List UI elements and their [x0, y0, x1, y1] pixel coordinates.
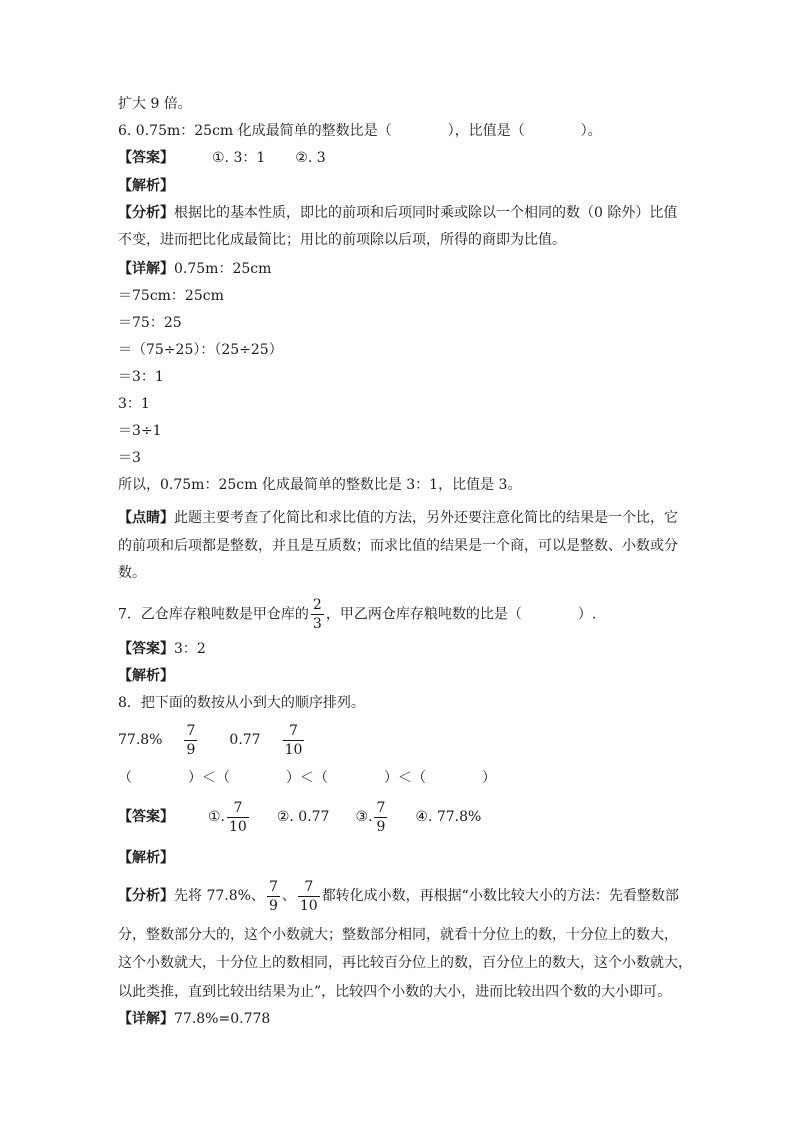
fraction-numerator: 7 [304, 878, 314, 895]
tip-line [118, 508, 678, 528]
tip-text: 的前项和后项都是整数，并且是互质数；而求比值的结果是一个商，可以是整数、小数或分 [118, 538, 678, 554]
tip-tag: 【点睛】 [118, 510, 174, 526]
analysis-text: 都转化成小数，再根据“小数比较大小的方法：先看整数部 [321, 888, 679, 904]
analysis-line [118, 203, 677, 223]
tip-text: 此题主要考查了化简比和求比值的方法，另外还要注意化简比的结果是一个比，它 [174, 510, 678, 526]
analysis-text: 以此类推，直到比较出结果为止”，比较四个小数的大小，进而比较出四个数的大小即可。 [118, 984, 672, 1000]
detail-step: ＝75：25 [118, 315, 182, 331]
question-text: ，甲乙两仓库存粮吨数的比是（ ）. [325, 606, 597, 623]
answer-value: ②. 0.77 [276, 809, 330, 825]
detail-tag: 【详解】 [118, 1011, 174, 1027]
number-item: 77.8% [118, 732, 163, 748]
answer-line [118, 639, 206, 659]
detail-conclusion: 所以，0.75m：25cm 化成最简单的整数比是 3：1，比值是 3。 [118, 477, 522, 493]
text-line: 扩大 9 倍。 [118, 96, 192, 112]
analysis-text: 先将 77.8%、 [174, 888, 265, 904]
answer-value: 3：2 [174, 641, 206, 657]
fraction [267, 878, 280, 915]
fraction-denominator: 9 [376, 818, 386, 835]
detail-tag: 【详解】 [118, 261, 174, 277]
detail-step: 3：1 [118, 396, 150, 412]
tip-text: 数。 [118, 565, 146, 581]
question-6: 6. 0.75m：25cm 化成最简单的整数比是（ ），比值是（ ）。 [118, 123, 602, 139]
analysis-text: 根据比的基本性质，即比的前项和后项同时乘或除以一个相同的数（0 除外）比值 [174, 205, 678, 221]
detail-text: 0.75m：25cm [174, 261, 272, 277]
answer-line [118, 797, 481, 837]
fraction-numerator: 7 [376, 799, 386, 816]
answer-value: ①. [208, 809, 226, 825]
analysis-text: 这个小数就大，十分位上的数相同，再比较百分位上的数，百分位上的数大，这个小数就大， [118, 955, 692, 971]
number-item: 0.77 [229, 732, 261, 748]
fraction-numerator: 7 [268, 878, 278, 895]
detail-line [118, 259, 271, 279]
analysis-label: 【解析】 [118, 850, 174, 866]
analysis-text: 分，整数部分大的，这个小数就大；整数部分相同，就看十分位上的数，十分位上的数大， [118, 927, 678, 943]
fraction-denominator: 9 [268, 897, 278, 914]
fraction-numerator: 7 [233, 799, 243, 816]
analysis-text: 不变，进而把比化成最简比；用比的前项除以后项，所得的商即为比值。 [118, 232, 566, 248]
fraction-denominator: 3 [312, 616, 322, 632]
question-7 [118, 596, 596, 633]
answer-value: ③. [355, 809, 373, 825]
detail-text: 77.8%=0.778 [174, 1011, 271, 1027]
detail-step: ＝3：1 [118, 369, 164, 385]
fraction-denominator: 10 [284, 741, 303, 758]
answer-label: 【答案】 [118, 809, 174, 825]
fraction-numerator: 7 [289, 722, 298, 739]
analysis-label: 【解析】 [118, 178, 174, 194]
answer-line [118, 148, 326, 168]
analysis-tag: 【分析】 [118, 888, 174, 904]
detail-step: ＝（75÷25）：（25÷25） [118, 342, 283, 358]
analysis-label: 【解析】 [118, 668, 174, 684]
fraction [227, 799, 249, 836]
analysis-tag: 【分析】 [118, 205, 174, 221]
detail-line [118, 1009, 270, 1029]
detail-step: ＝3÷1 [118, 423, 162, 439]
answer-value: ①. 3：1 [212, 150, 266, 166]
fraction [298, 878, 320, 915]
fraction-denominator: 10 [229, 818, 247, 835]
fraction-numerator: 2 [312, 597, 322, 613]
analysis-line [118, 876, 679, 916]
fraction [283, 722, 305, 759]
question-8: 8．把下面的数按从小到大的顺序排列。 [118, 695, 365, 711]
answer-value: ④. 77.8% [415, 809, 482, 825]
fraction [184, 722, 197, 759]
answer-label: 【答案】 [118, 150, 174, 166]
blank-order-line: （ ）＜（ ）＜（ ）＜（ ） [118, 770, 496, 786]
fraction-denominator: 9 [186, 741, 196, 758]
fraction [374, 799, 387, 836]
answer-value: ②. 3 [295, 150, 326, 166]
fraction [311, 596, 324, 633]
question-text: 7．乙仓库存粮吨数是甲仓库的 [118, 606, 309, 623]
detail-step: ＝3 [118, 450, 141, 466]
answer-label: 【答案】 [118, 641, 174, 657]
detail-step: ＝75cm：25cm [118, 288, 224, 304]
fraction-denominator: 10 [299, 897, 318, 914]
fraction-numerator: 7 [186, 722, 196, 739]
analysis-text: 、 [281, 888, 296, 904]
number-list [118, 720, 306, 760]
